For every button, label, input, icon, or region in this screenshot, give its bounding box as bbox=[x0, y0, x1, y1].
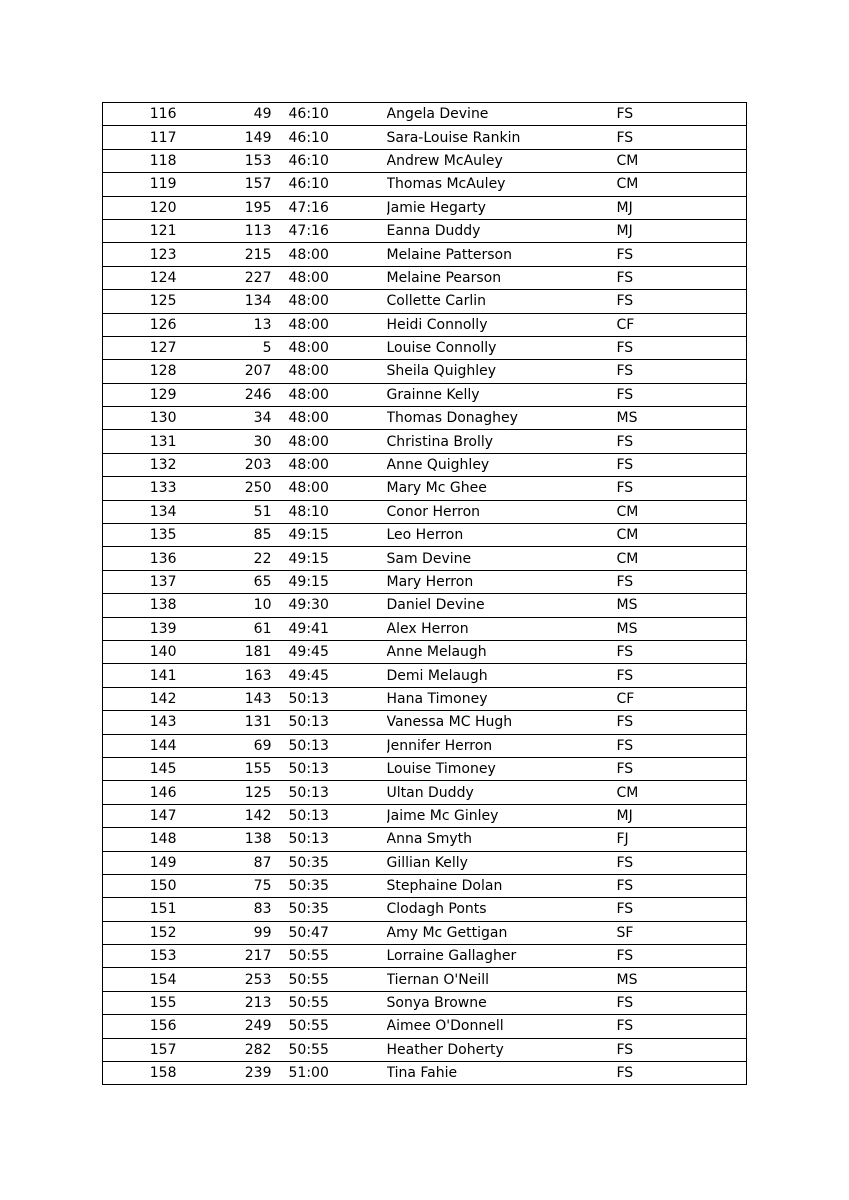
runner-name-cell: Louise Connolly bbox=[387, 336, 617, 359]
position-cell: 135 bbox=[103, 524, 177, 547]
table-row bbox=[103, 500, 747, 523]
finish-time-cell: 48:00 bbox=[272, 453, 387, 476]
table-row bbox=[103, 594, 747, 617]
category-cell: CM bbox=[617, 149, 747, 172]
table-row bbox=[103, 617, 747, 640]
position-cell: 137 bbox=[103, 570, 177, 593]
table-row bbox=[103, 1062, 747, 1085]
bib-number-cell: 138 bbox=[177, 828, 272, 851]
category-cell: CF bbox=[617, 687, 747, 710]
table-row bbox=[103, 290, 747, 313]
runner-name-cell: Thomas McAuley bbox=[387, 173, 617, 196]
finish-time-cell: 48:00 bbox=[272, 430, 387, 453]
runner-name-cell: Hana Timoney bbox=[387, 687, 617, 710]
bib-number-cell: 181 bbox=[177, 640, 272, 663]
bib-number-cell: 195 bbox=[177, 196, 272, 219]
position-cell: 155 bbox=[103, 991, 177, 1014]
position-cell: 158 bbox=[103, 1062, 177, 1085]
finish-time-cell: 46:10 bbox=[272, 149, 387, 172]
runner-name-cell: Angela Devine bbox=[386, 106, 489, 123]
position-cell: 141 bbox=[103, 664, 177, 687]
results-table-body bbox=[103, 103, 747, 1085]
table-row bbox=[103, 313, 747, 336]
bib-number-cell: 217 bbox=[177, 945, 272, 968]
bib-number-cell: 22 bbox=[177, 547, 272, 570]
category-cell: FJ bbox=[617, 828, 747, 851]
bib-number-cell: 215 bbox=[177, 243, 272, 266]
runner-name-cell: Clodagh Ponts bbox=[387, 898, 617, 921]
table-row bbox=[103, 196, 747, 219]
runner-name-cell: Anne Quighley bbox=[387, 453, 617, 476]
table-row bbox=[103, 757, 747, 780]
table-row bbox=[103, 664, 747, 687]
bib-number-cell: 250 bbox=[177, 477, 272, 500]
runner-name-cell: Ultan Duddy bbox=[387, 781, 617, 804]
category-cell: FS bbox=[617, 711, 747, 734]
runner-name-cell: Andrew McAuley bbox=[387, 149, 617, 172]
position-cell: 156 bbox=[103, 1015, 177, 1038]
category-cell: MJ bbox=[617, 804, 747, 827]
table-row bbox=[103, 336, 747, 359]
finish-time-cell: 50:55 bbox=[272, 945, 387, 968]
runner-name-cell: Sara-Louise Rankin bbox=[387, 126, 617, 149]
table-row bbox=[103, 266, 747, 289]
bib-number-cell: 69 bbox=[177, 734, 272, 757]
table-row bbox=[103, 524, 747, 547]
table-row bbox=[103, 383, 747, 406]
finish-time-cell: 47:16 bbox=[272, 196, 387, 219]
position-cell: 150 bbox=[103, 874, 177, 897]
category-cell: CM bbox=[617, 547, 747, 570]
category-cell: FS bbox=[617, 991, 747, 1014]
finish-time-cell: 46:10 bbox=[272, 126, 387, 149]
runner-name-cell: Anna Smyth bbox=[387, 828, 617, 851]
position-cell: 142 bbox=[103, 687, 177, 710]
finish-time-cell: 50:13 bbox=[272, 687, 387, 710]
finish-time-cell: 49:30 bbox=[272, 594, 387, 617]
finish-time-cell: 50:13 bbox=[272, 734, 387, 757]
bib-number-cell: 134 bbox=[177, 290, 272, 313]
position-cell: 120 bbox=[103, 196, 177, 219]
bib-number-cell: 163 bbox=[177, 664, 272, 687]
bib-number-cell: 249 bbox=[177, 1015, 272, 1038]
finish-time-cell: 49:15 bbox=[272, 524, 387, 547]
position-cell: 140 bbox=[103, 640, 177, 663]
finish-time-cell: 48:00 bbox=[272, 243, 387, 266]
finish-time-cell: 50:55 bbox=[272, 968, 387, 991]
bib-number-cell: 75 bbox=[177, 874, 272, 897]
table-row bbox=[103, 360, 747, 383]
position-cell: 149 bbox=[103, 851, 177, 874]
finish-time-cell: 49:15 bbox=[272, 570, 387, 593]
runner-name-cell: Heather Doherty bbox=[387, 1038, 617, 1061]
finish-time-cell: 51:00 bbox=[272, 1062, 387, 1085]
bib-number-cell: 13 bbox=[177, 313, 272, 336]
finish-time-cell: 48:00 bbox=[272, 383, 387, 406]
position-cell: 121 bbox=[103, 219, 177, 242]
finish-time-cell: 48:00 bbox=[272, 266, 387, 289]
runner-name-cell: Christina Brolly bbox=[387, 430, 617, 453]
table-row bbox=[103, 687, 747, 710]
runner-name-cell: Mary Mc Ghee bbox=[387, 477, 617, 500]
finish-time-cell: 50:55 bbox=[272, 1038, 387, 1061]
runner-name-cell: Anne Melaugh bbox=[387, 640, 617, 663]
bib-number-cell: 65 bbox=[177, 570, 272, 593]
runner-name-cell: Alex Herron bbox=[387, 617, 617, 640]
table-row bbox=[103, 734, 747, 757]
table-row bbox=[103, 570, 747, 593]
position-cell: 125 bbox=[103, 290, 177, 313]
runner-name-cell: Jamie Hegarty bbox=[387, 196, 617, 219]
runner-name-cell: Sam Devine bbox=[387, 547, 617, 570]
finish-time-cell: 50:35 bbox=[272, 851, 387, 874]
table-row bbox=[103, 968, 747, 991]
category-cell: CF bbox=[617, 313, 747, 336]
category-cell: FS bbox=[617, 640, 747, 663]
finish-time-cell: 48:00 bbox=[272, 313, 387, 336]
bib-number-cell: 153 bbox=[177, 149, 272, 172]
finish-time-cell: 50:55 bbox=[272, 991, 387, 1014]
category-cell: FS bbox=[617, 266, 747, 289]
category-cell: FS bbox=[617, 1038, 747, 1061]
category-cell: FS bbox=[617, 757, 747, 780]
finish-time-cell: 50:35 bbox=[272, 874, 387, 897]
runner-name-cell: Jennifer Herron bbox=[387, 734, 617, 757]
finish-time-cell: 46:10 bbox=[272, 173, 387, 196]
table-row bbox=[103, 243, 747, 266]
position-cell: 133 bbox=[103, 477, 177, 500]
table-row bbox=[103, 781, 747, 804]
bib-number-cell: 85 bbox=[177, 524, 272, 547]
category-cell: MS bbox=[617, 617, 747, 640]
table-row bbox=[103, 851, 747, 874]
finish-time-cell: 50:13 bbox=[272, 781, 387, 804]
position-cell: 126 bbox=[103, 313, 177, 336]
bib-number-cell: 83 bbox=[177, 898, 272, 921]
bib-number-cell: 99 bbox=[177, 921, 272, 944]
table-row bbox=[103, 1015, 747, 1038]
runner-name-cell: Gillian Kelly bbox=[387, 851, 617, 874]
category-cell: MJ bbox=[617, 219, 747, 242]
finish-time-cell: 50:47 bbox=[272, 921, 387, 944]
table-row bbox=[103, 640, 747, 663]
table-row bbox=[103, 874, 747, 897]
position-cell: 139 bbox=[103, 617, 177, 640]
runner-name-cell: Collette Carlin bbox=[387, 290, 617, 313]
category-cell: FS bbox=[617, 1062, 747, 1085]
finish-time-cell: 50:55 bbox=[272, 1015, 387, 1038]
runner-name-cell: Louise Timoney bbox=[387, 757, 617, 780]
category-cell: FS bbox=[617, 664, 747, 687]
position-cell: 148 bbox=[103, 828, 177, 851]
results-table bbox=[102, 102, 747, 1085]
bib-number-cell: 149 bbox=[177, 126, 272, 149]
finish-time-cell: 50:13 bbox=[272, 804, 387, 827]
bib-number-cell: 51 bbox=[177, 500, 272, 523]
runner-name-cell: Thomas Donaghey bbox=[387, 407, 617, 430]
position-cell: 157 bbox=[103, 1038, 177, 1061]
category-cell: CM bbox=[617, 173, 747, 196]
runner-name-cell: Grainne Kelly bbox=[387, 383, 617, 406]
runner-name-cell: Tina Fahie bbox=[387, 1062, 617, 1085]
category-cell: FS bbox=[617, 430, 747, 453]
position-cell: 132 bbox=[103, 453, 177, 476]
finish-time-cell: 46:10 bbox=[288, 106, 329, 123]
category-cell: FS bbox=[617, 570, 747, 593]
bib-number-cell: 34 bbox=[177, 407, 272, 430]
bib-number-cell: 253 bbox=[177, 968, 272, 991]
position-cell: 151 bbox=[103, 898, 177, 921]
bib-number-cell: 246 bbox=[177, 383, 272, 406]
category-cell: FS bbox=[617, 336, 747, 359]
bib-number-cell: 155 bbox=[177, 757, 272, 780]
category-cell: FS bbox=[617, 898, 747, 921]
table-row bbox=[103, 1038, 747, 1061]
finish-time-cell: 49:41 bbox=[272, 617, 387, 640]
position-cell: 134 bbox=[103, 500, 177, 523]
finish-time-cell: 50:35 bbox=[272, 898, 387, 921]
bib-number-cell: 30 bbox=[177, 430, 272, 453]
position-cell: 153 bbox=[103, 945, 177, 968]
runner-name-cell: Lorraine Gallagher bbox=[387, 945, 617, 968]
position-cell: 136 bbox=[103, 547, 177, 570]
position-cell: 131 bbox=[103, 430, 177, 453]
bib-number-cell: 213 bbox=[177, 991, 272, 1014]
finish-time-cell: 48:00 bbox=[272, 477, 387, 500]
position-cell: 117 bbox=[103, 126, 177, 149]
category-cell: MS bbox=[617, 594, 747, 617]
finish-time-cell: 50:13 bbox=[272, 828, 387, 851]
runner-name-cell: Stephaine Dolan bbox=[387, 874, 617, 897]
category-cell: FS bbox=[617, 126, 747, 149]
runner-name-cell: Vanessa MC Hugh bbox=[387, 711, 617, 734]
table-row bbox=[103, 103, 747, 126]
position-cell: 123 bbox=[103, 243, 177, 266]
position-cell: 145 bbox=[103, 757, 177, 780]
runner-name-cell: Sheila Quighley bbox=[387, 360, 617, 383]
position-cell: 128 bbox=[103, 360, 177, 383]
category-cell: FS bbox=[617, 734, 747, 757]
bib-number-cell: 113 bbox=[177, 219, 272, 242]
position-cell: 152 bbox=[103, 921, 177, 944]
finish-time-cell: 49:15 bbox=[272, 547, 387, 570]
category-cell: FS bbox=[617, 360, 747, 383]
bib-number-cell: 49 bbox=[253, 106, 272, 123]
table-row bbox=[103, 430, 747, 453]
runner-name-cell: Amy Mc Gettigan bbox=[387, 921, 617, 944]
table-row bbox=[103, 991, 747, 1014]
position-cell: 119 bbox=[103, 173, 177, 196]
category-cell: MS bbox=[617, 968, 747, 991]
bib-number-cell: 61 bbox=[177, 617, 272, 640]
category-cell: FS bbox=[617, 945, 747, 968]
finish-time-cell: 50:13 bbox=[272, 757, 387, 780]
table-row bbox=[103, 219, 747, 242]
bib-number-cell: 143 bbox=[177, 687, 272, 710]
category-cell: CM bbox=[617, 781, 747, 804]
bib-number-cell: 10 bbox=[177, 594, 272, 617]
category-cell: FS bbox=[617, 1015, 747, 1038]
bib-number-cell: 5 bbox=[177, 336, 272, 359]
bib-number-cell: 125 bbox=[177, 781, 272, 804]
category-cell: MJ bbox=[617, 196, 747, 219]
bib-number-cell: 131 bbox=[177, 711, 272, 734]
table-row bbox=[103, 173, 747, 196]
category-cell: MS bbox=[617, 407, 747, 430]
position-cell: 147 bbox=[103, 804, 177, 827]
runner-name-cell: Demi Melaugh bbox=[387, 664, 617, 687]
position-cell: 130 bbox=[103, 407, 177, 430]
finish-time-cell: 50:13 bbox=[272, 711, 387, 734]
bib-number-cell: 227 bbox=[177, 266, 272, 289]
runner-name-cell: Melaine Patterson bbox=[387, 243, 617, 266]
position-cell: 127 bbox=[103, 336, 177, 359]
finish-time-cell: 48:10 bbox=[272, 500, 387, 523]
position-cell: 143 bbox=[103, 711, 177, 734]
runner-name-cell: Mary Herron bbox=[387, 570, 617, 593]
bib-number-cell: 203 bbox=[177, 453, 272, 476]
table-row bbox=[103, 828, 747, 851]
table-row bbox=[103, 126, 747, 149]
table-row bbox=[103, 477, 747, 500]
table-row bbox=[103, 453, 747, 476]
runner-name-cell: Leo Herron bbox=[387, 524, 617, 547]
table-row bbox=[103, 407, 747, 430]
category-cell: FS bbox=[616, 106, 634, 123]
runner-name-cell: Jaime Mc Ginley bbox=[387, 804, 617, 827]
category-cell: FS bbox=[617, 874, 747, 897]
table-row bbox=[103, 711, 747, 734]
category-cell: FS bbox=[617, 243, 747, 266]
bib-number-cell: 282 bbox=[177, 1038, 272, 1061]
table-row bbox=[103, 149, 747, 172]
finish-time-cell: 48:00 bbox=[272, 336, 387, 359]
category-cell: FS bbox=[617, 477, 747, 500]
position-cell: 118 bbox=[103, 149, 177, 172]
runner-name-cell: Conor Herron bbox=[387, 500, 617, 523]
bib-number-cell: 207 bbox=[177, 360, 272, 383]
table-row bbox=[103, 804, 747, 827]
category-cell: CM bbox=[617, 524, 747, 547]
position-cell: 144 bbox=[103, 734, 177, 757]
category-cell: CM bbox=[617, 500, 747, 523]
runner-name-cell: Sonya Browne bbox=[387, 991, 617, 1014]
finish-time-cell: 48:00 bbox=[272, 290, 387, 313]
category-cell: SF bbox=[617, 921, 747, 944]
table-row bbox=[103, 921, 747, 944]
runner-name-cell: Heidi Connolly bbox=[387, 313, 617, 336]
category-cell: FS bbox=[617, 453, 747, 476]
bib-number-cell: 157 bbox=[177, 173, 272, 196]
position-cell: 124 bbox=[103, 266, 177, 289]
table-row bbox=[103, 945, 747, 968]
position-cell: 116 bbox=[149, 106, 177, 123]
table-row bbox=[103, 898, 747, 921]
bib-number-cell: 142 bbox=[177, 804, 272, 827]
position-cell: 154 bbox=[103, 968, 177, 991]
finish-time-cell: 47:16 bbox=[272, 219, 387, 242]
runner-name-cell: Aimee O'Donnell bbox=[387, 1015, 617, 1038]
runner-name-cell: Melaine Pearson bbox=[387, 266, 617, 289]
position-cell: 138 bbox=[103, 594, 177, 617]
category-cell: FS bbox=[617, 290, 747, 313]
runner-name-cell: Daniel Devine bbox=[387, 594, 617, 617]
finish-time-cell: 48:00 bbox=[272, 407, 387, 430]
table-row bbox=[103, 547, 747, 570]
category-cell: FS bbox=[617, 851, 747, 874]
runner-name-cell: Eanna Duddy bbox=[387, 219, 617, 242]
finish-time-cell: 48:00 bbox=[272, 360, 387, 383]
position-cell: 129 bbox=[103, 383, 177, 406]
category-cell: FS bbox=[617, 383, 747, 406]
position-cell: 146 bbox=[103, 781, 177, 804]
bib-number-cell: 87 bbox=[177, 851, 272, 874]
bib-number-cell: 239 bbox=[177, 1062, 272, 1085]
finish-time-cell: 49:45 bbox=[272, 664, 387, 687]
finish-time-cell: 49:45 bbox=[272, 640, 387, 663]
runner-name-cell: Tiernan O'Neill bbox=[387, 968, 617, 991]
